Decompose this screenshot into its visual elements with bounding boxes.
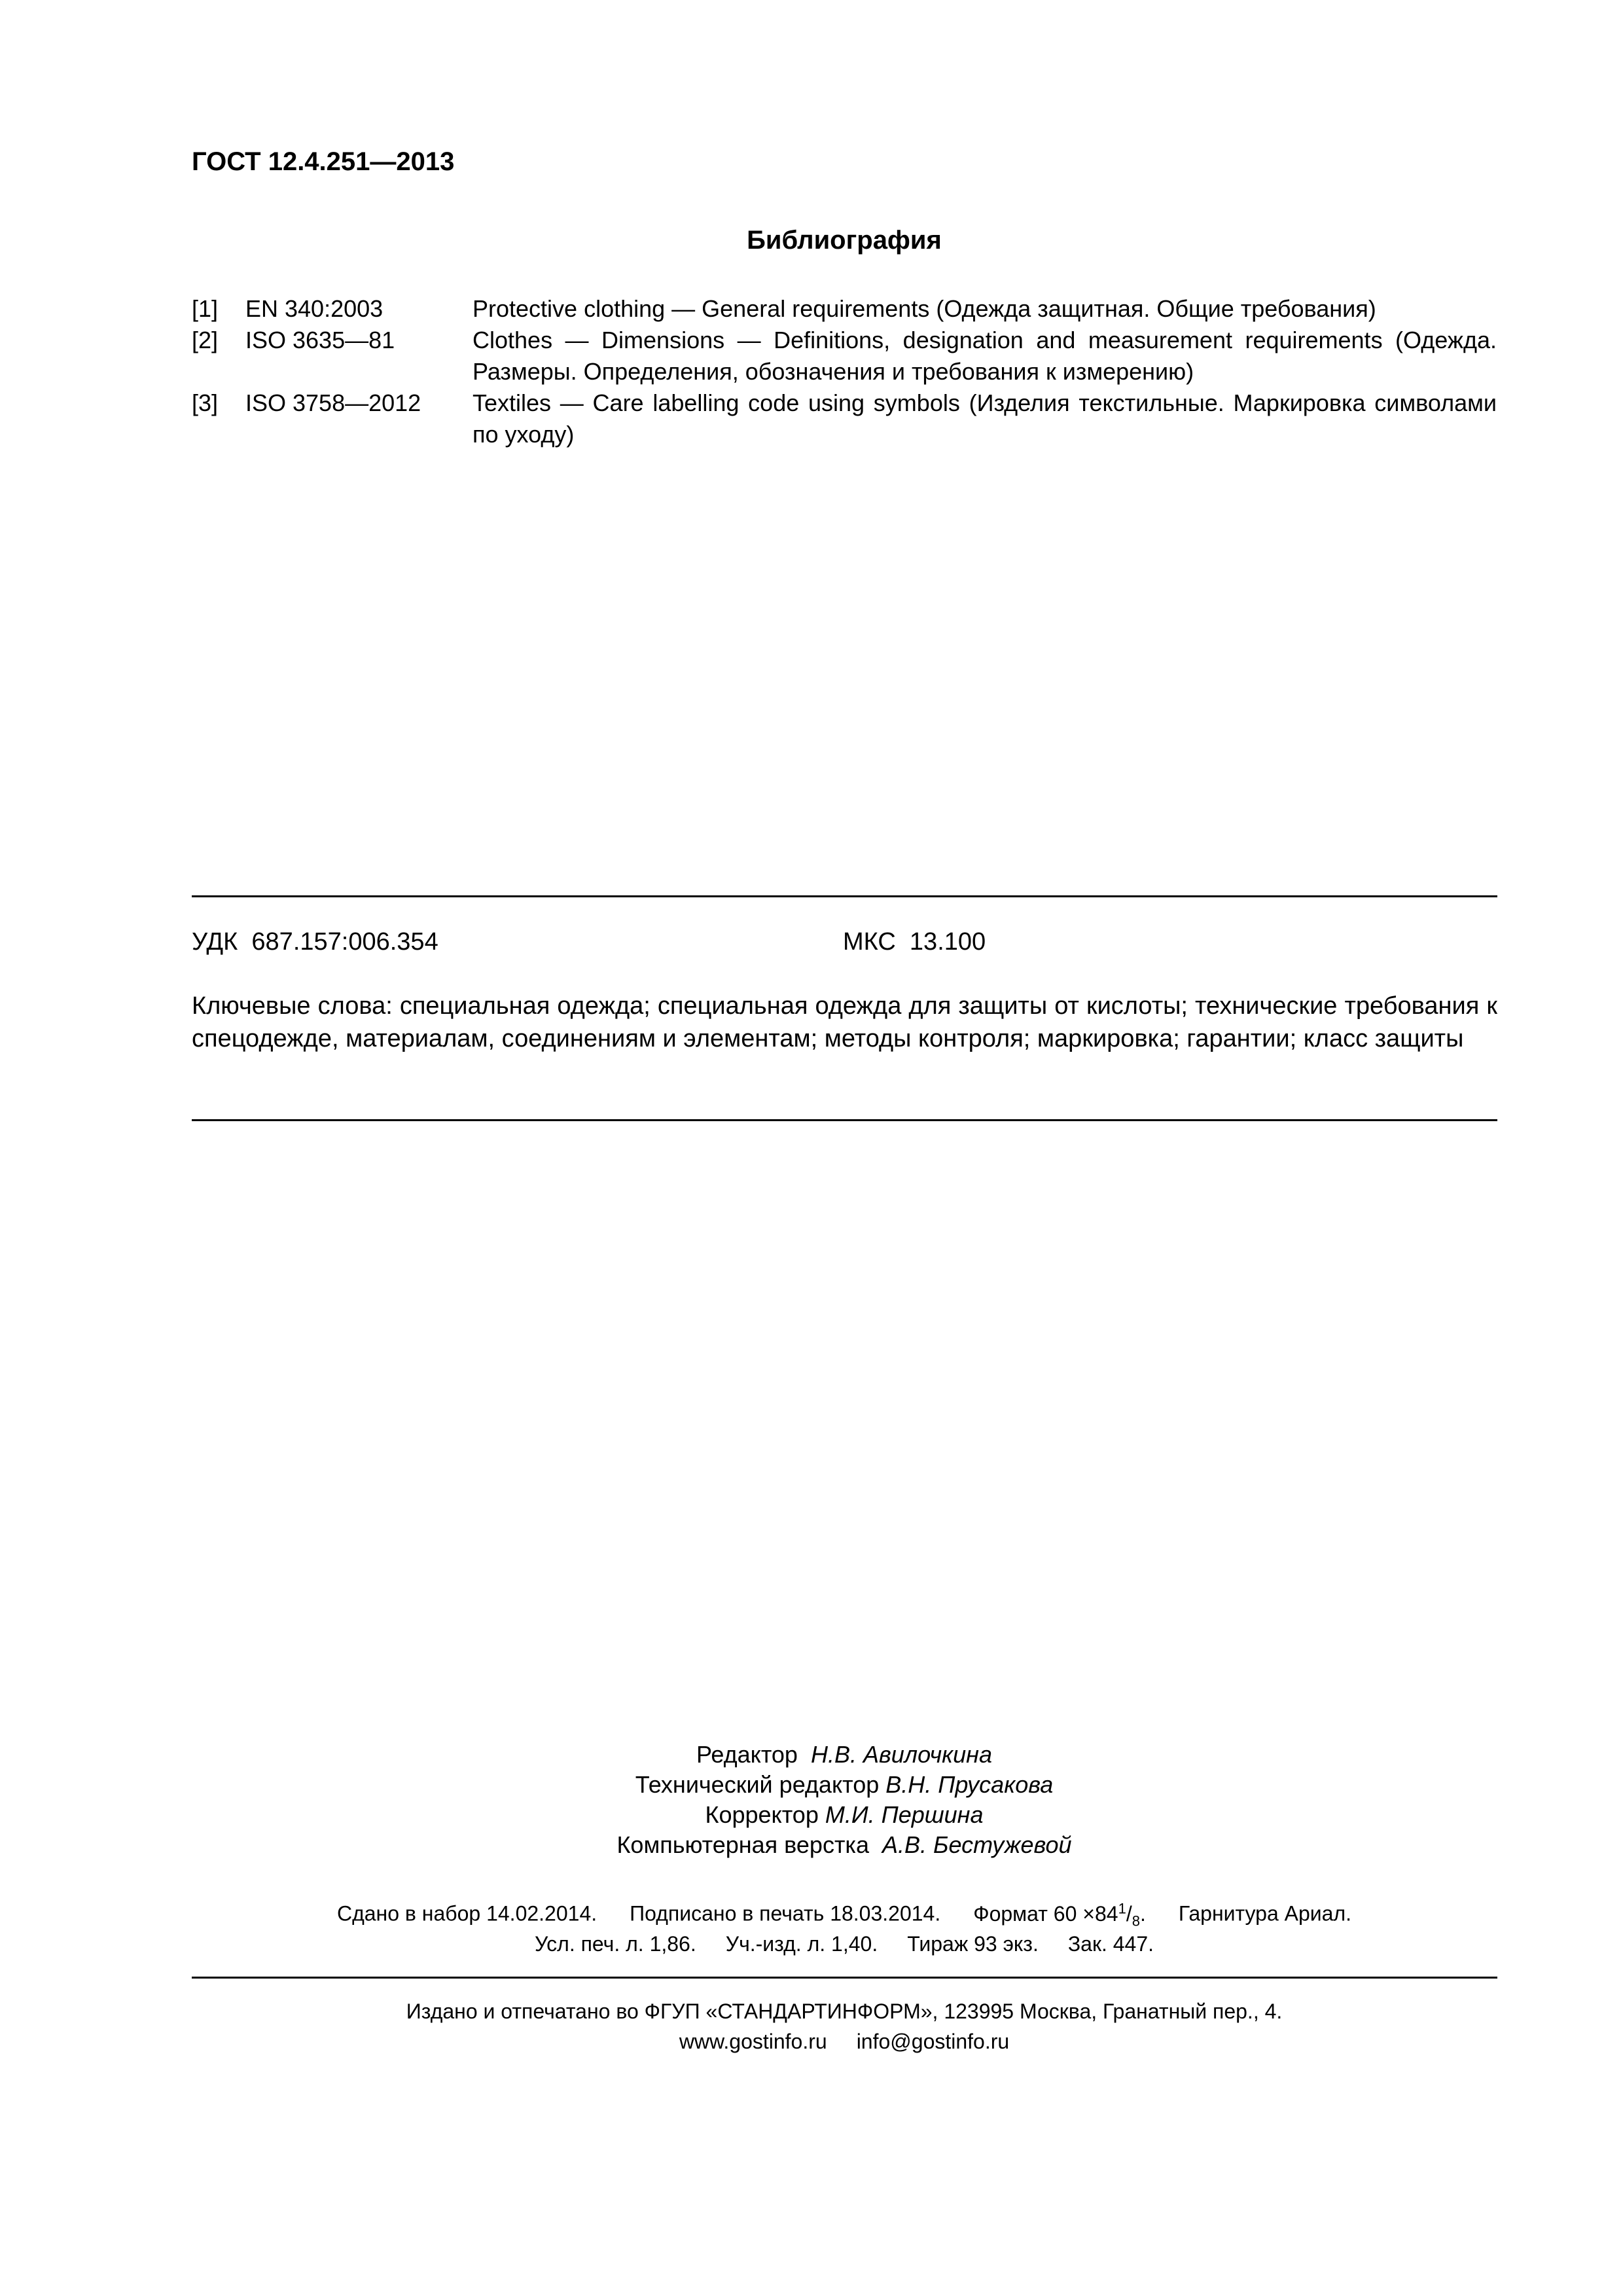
credit-role: Корректор: [705, 1801, 819, 1828]
bib-entry-number: [1]: [192, 295, 219, 322]
bib-entry-code: ISO 3758—2012: [245, 389, 421, 416]
bib-entry-code: ISO 3635—81: [245, 327, 395, 353]
paper-format: Формат $60 \times 84^1/_8$.: [973, 1900, 1146, 1929]
website-link[interactable]: www.gostinfo.ru: [679, 2030, 827, 2053]
divider-publisher: [192, 1977, 1497, 1979]
divider-bottom: [192, 1119, 1497, 1121]
divider-top: [192, 895, 1497, 897]
bib-entry-number: [2]: [192, 327, 219, 353]
circulation: Тираж 93 экз.: [907, 1932, 1039, 1956]
publisher-contacts: [0, 2026, 1623, 2056]
email-link[interactable]: info@gostinfo.ru: [856, 2030, 1010, 2053]
credit-role: Компьютерная верстка: [616, 1831, 869, 1858]
publisher-address: Издано и отпечатано во ФГУП «СТАНДАРТИНФОРМ», 123995 Москва, Гранатный пер., 4.: [406, 2000, 1283, 2023]
credit-name: А.В. Бестужевой: [882, 1831, 1072, 1858]
credit-role: Редактор: [696, 1741, 798, 1768]
submitted-date: Сдано в набор 14.02.2014.: [336, 1901, 597, 1926]
udk-code: УДК 687.157:006.354: [192, 928, 438, 956]
credit-name: Н.В. Авилочкина: [810, 1741, 992, 1768]
credit-editor: [0, 1740, 1623, 1770]
typeface: Гарнитура Ариал.: [1178, 1901, 1352, 1926]
credit-name: М.И. Першина: [825, 1801, 984, 1828]
keywords-paragraph: Ключевые слова: специальная одежда; специальная одежда для защиты от кислоты; технические требования к спецодежде, материалам, соединениям и элементам; методы контроля; маркировка; гарантии; класс защиты: [192, 992, 1497, 1052]
credit-corrector: [0, 1800, 1623, 1830]
bib-entry-description: Textiles — Care labelling code using symbols (Изделия текстильные. Маркировка символами по уходу): [473, 389, 1497, 448]
credit-tech-editor: [0, 1770, 1623, 1800]
credit-name: В.Н. Прусакова: [885, 1771, 1054, 1798]
bib-entry-code: EN 340:2003: [245, 295, 383, 322]
credit-layout: [0, 1830, 1623, 1860]
mks-code: МКС 13.100: [843, 928, 986, 956]
publication-line-2: [0, 1929, 1623, 1959]
bib-entry-number: [3]: [192, 389, 219, 416]
signed-date: Подписано в печать 18.03.2014.: [630, 1901, 941, 1926]
bib-entry-description: Clothes — Dimensions — Definitions, designation and measurement requirements (Одежда. Размеры. Определения, обозначения и требования к измерению): [473, 327, 1497, 385]
print-sheets: Усл. печ. л. 1,86.: [534, 1932, 696, 1956]
order-number: Зак. 447.: [1067, 1932, 1154, 1956]
bib-entry-description: Protective clothing — General requirements (Одежда защитная. Общие требования): [473, 295, 1376, 322]
credit-role: Технический редактор: [635, 1771, 880, 1798]
document-code: ГОСТ 12.4.251—2013: [192, 147, 455, 176]
publishing-sheets: Уч.-изд. л. 1,40.: [725, 1932, 878, 1956]
bibliography-title: Библиография: [747, 226, 942, 255]
